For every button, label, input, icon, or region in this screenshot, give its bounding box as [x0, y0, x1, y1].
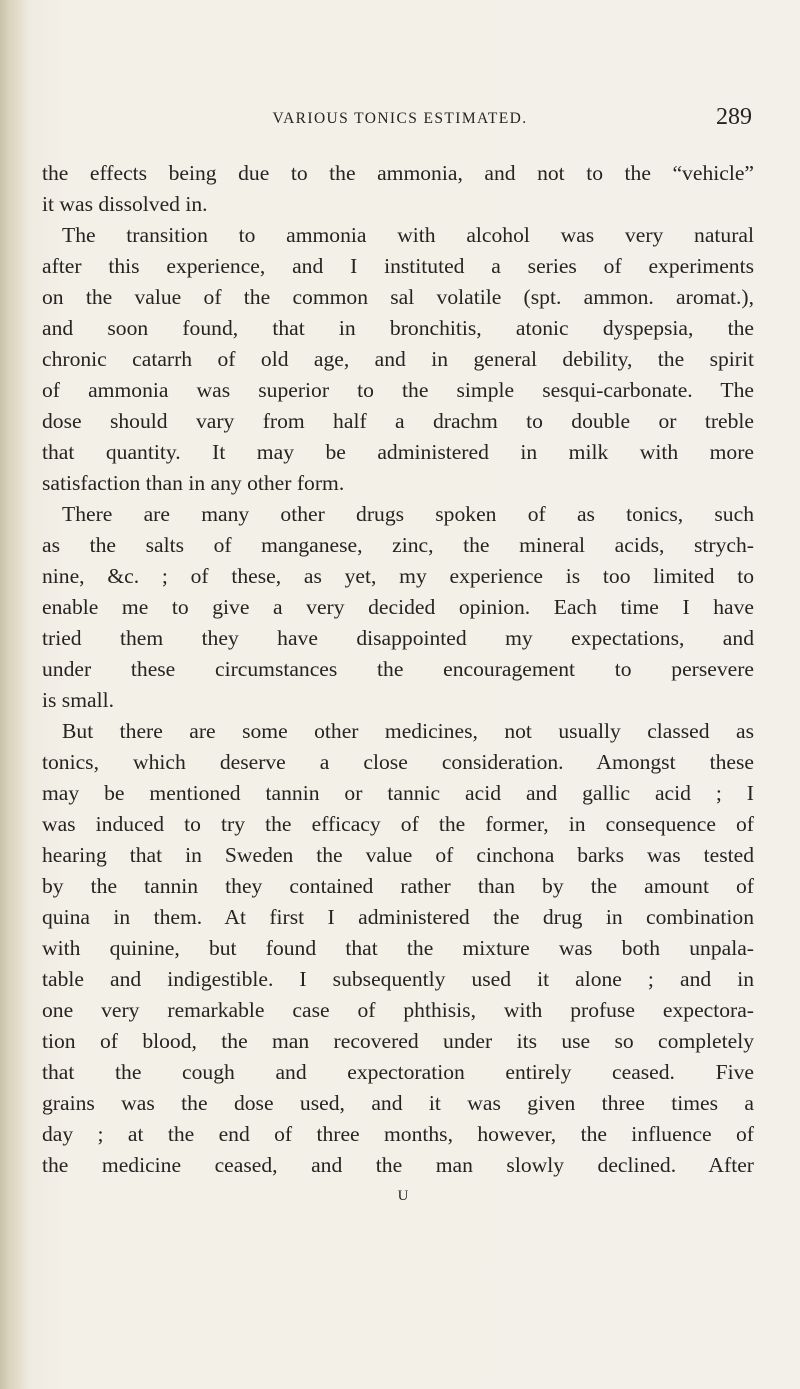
text-line: quina in them. At first I administered the drug in combination — [42, 905, 754, 929]
text-line: satisfaction than in any other form. — [42, 471, 345, 495]
text-line: and soon found, that in bronchitis, atonic dyspepsia, the — [42, 316, 754, 340]
text-line: enable me to give a very decided opinion. Each time I have — [42, 595, 754, 619]
text-line: after this experience, and I instituted a series of experiments — [42, 254, 754, 278]
text-line: was induced to try the efficacy of the former, in consequence of — [42, 812, 754, 836]
text-line: as the salts of manganese, zinc, the mineral acids, strych- — [42, 533, 754, 557]
text-line: may be mentioned tannin or tannic acid and gallic acid ; I — [42, 781, 754, 805]
text-line: the effects being due to the ammonia, and not to the “vehicle” — [42, 161, 754, 185]
text-line: that quantity. It may be administered in milk with more — [42, 440, 754, 464]
text-line: table and indigestible. I subsequently used it alone ; and in — [42, 967, 754, 991]
text-line: tion of blood, the man recovered under its use so completely — [42, 1029, 754, 1053]
text-line: it was dissolved in. — [42, 192, 208, 216]
text-line: day ; at the end of three months, however, the influence of — [42, 1122, 754, 1146]
text-line: grains was the dose used, and it was given three times a — [42, 1091, 754, 1115]
text-line: of ammonia was superior to the simple sesqui-carbonate. The — [42, 378, 754, 402]
text-line: There are many other drugs spoken of as tonics, such — [62, 502, 754, 526]
spacer — [42, 1181, 754, 1187]
text-line: chronic catarrh of old age, and in general debility, the spirit — [42, 347, 754, 371]
text-line: that the cough and expectoration entirely ceased. Five — [42, 1060, 754, 1084]
text-line: But there are some other medicines, not usually classed as — [62, 719, 754, 743]
page-header — [40, 104, 752, 140]
text-line: on the value of the common sal volatile (spt. ammon. aromat.), — [42, 285, 754, 309]
text-line: by the tannin they contained rather than by the amount of — [42, 874, 754, 898]
text-line: tried them they have disappointed my expectations, and — [42, 626, 754, 650]
text-line: tonics, which deserve a close consideration. Amongst these — [42, 750, 754, 774]
text-line: with quinine, but found that the mixture was both unpala- — [42, 936, 754, 960]
text-line: hearing that in Sweden the value of cinchona barks was tested — [42, 843, 754, 867]
text-line: the medicine ceased, and the man slowly declined. After — [42, 1153, 754, 1177]
text-line: dose should vary from half a drachm to double or treble — [42, 409, 754, 433]
text-line: nine, &c. ; of these, as yet, my experience is too limited to — [42, 564, 754, 588]
binding-gutter — [0, 0, 28, 1389]
body-text — [42, 158, 754, 1187]
signature-mark: U — [397, 1188, 409, 1204]
text-line: The transition to ammonia with alcohol was very natural — [62, 223, 754, 247]
page-number: 289 — [716, 104, 752, 130]
text-line: is small. — [42, 688, 114, 712]
text-line: one very remarkable case of phthisis, with profuse expectora- — [42, 998, 754, 1022]
running-head: VARIOUS TONICS ESTIMATED. — [272, 110, 528, 127]
text-line: under these circumstances the encouragement to persevere — [42, 657, 754, 681]
